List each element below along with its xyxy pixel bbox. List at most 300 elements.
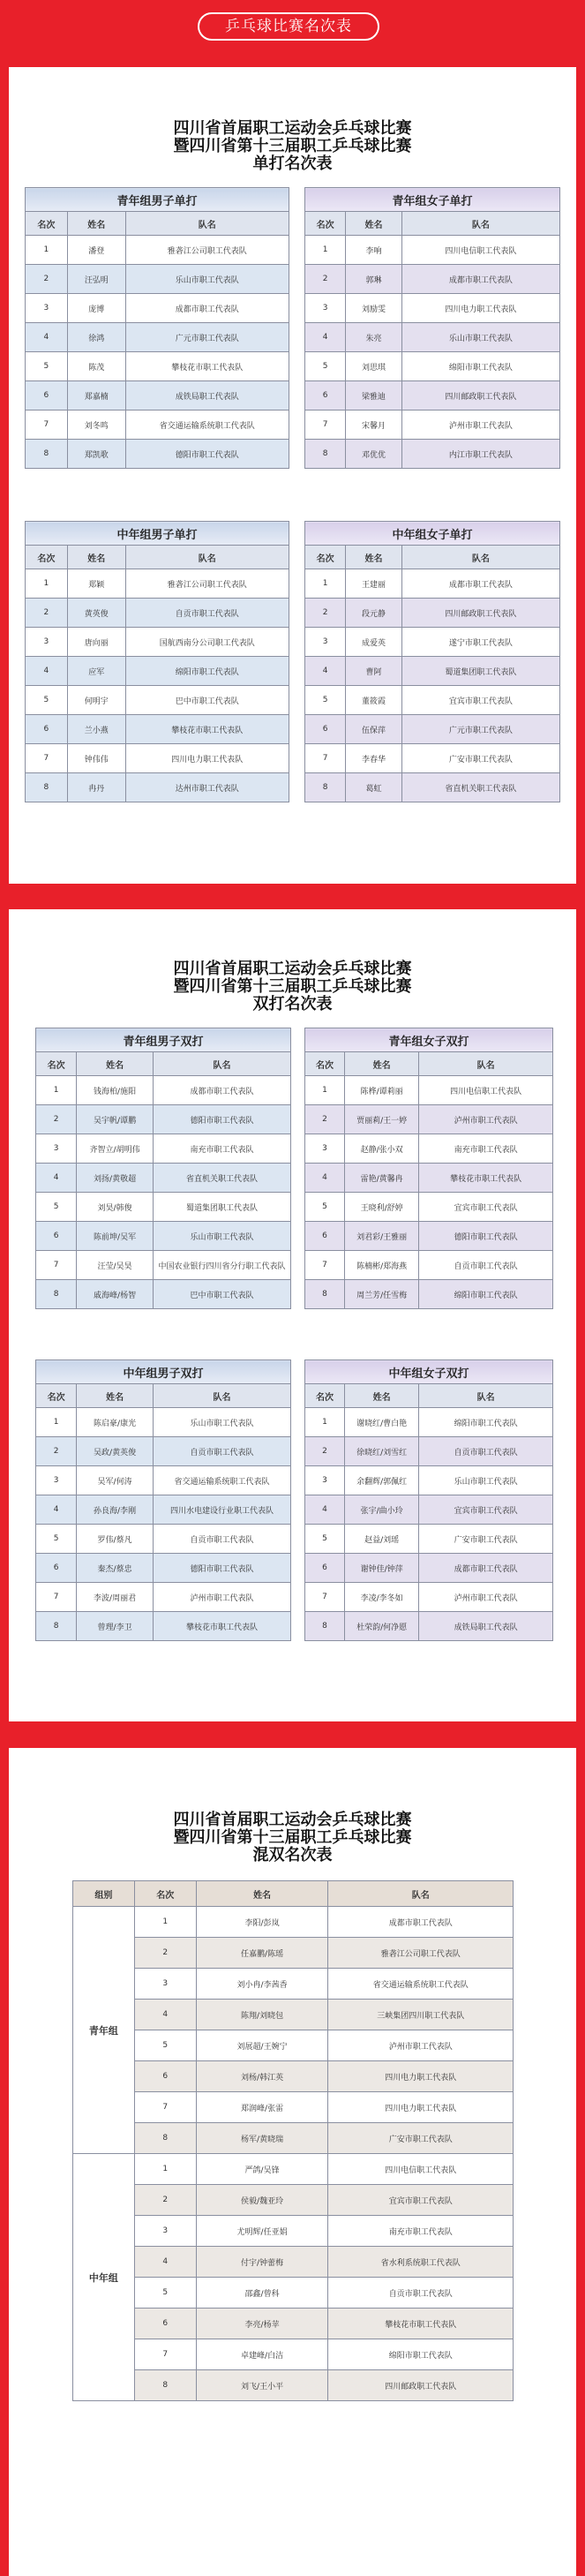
rank-cell: 4 (36, 1164, 77, 1193)
table-row (73, 2000, 514, 2030)
team-cell: 德阳市职工代表队 (419, 1222, 553, 1251)
table-row (26, 715, 289, 744)
name-cell: 陈楠彬/郑海燕 (344, 1251, 418, 1280)
name-cell: 周兰芳/任雪梅 (344, 1280, 418, 1309)
name-cell: 刘昊/韩俊 (77, 1193, 154, 1222)
rank-cell: 5 (134, 2030, 196, 2061)
name-cell: 贾丽莉/王一婷 (344, 1105, 418, 1134)
team-cell: 攀枝花市职工代表队 (125, 715, 289, 744)
col-team-header: 队名 (125, 546, 289, 569)
rank-cell: 4 (134, 2247, 196, 2278)
team-cell: 自贡市职工代表队 (328, 2278, 514, 2309)
rank-cell: 6 (36, 1554, 77, 1583)
team-cell: 乐山市职工代表队 (125, 265, 289, 294)
team-cell: 四川电力职工代表队 (125, 744, 289, 773)
table-row (26, 744, 289, 773)
table-row (305, 1437, 553, 1466)
table-row (73, 2123, 514, 2154)
name-cell: 宋馨月 (346, 411, 402, 440)
name-cell: 陈翔/刘晓包 (196, 2000, 328, 2030)
col-rank-header: 名次 (26, 546, 68, 569)
name-cell: 余翻辉/郭佩红 (344, 1466, 418, 1495)
name-cell: 刘小冉/李茜香 (196, 1969, 328, 2000)
table-title: 青年组男子双打 (36, 1028, 291, 1052)
mixed-card (0, 1748, 585, 2576)
name-cell: 刘展超/王婉宁 (196, 2030, 328, 2061)
team-cell: 成都市职工代表队 (153, 1076, 290, 1105)
rank-cell: 5 (36, 1525, 77, 1554)
table-row (73, 1938, 514, 1969)
youth-men-doubles-table (35, 1028, 291, 1309)
rank-cell: 1 (305, 1408, 345, 1437)
table-row (305, 1105, 553, 1134)
name-cell: 陈茂 (67, 352, 125, 381)
team-cell: 广安市职工代表队 (401, 744, 559, 773)
rank-cell: 3 (305, 294, 346, 323)
table-row (26, 686, 289, 715)
team-cell: 自贡市职工代表队 (153, 1437, 290, 1466)
table-row (26, 411, 289, 440)
rank-cell: 7 (305, 1583, 345, 1612)
table-row (305, 1525, 553, 1554)
col-name-header: 姓名 (344, 1384, 418, 1408)
name-cell: 兰小燕 (67, 715, 125, 744)
rank-cell: 3 (305, 628, 346, 657)
rank-cell: 4 (305, 1164, 345, 1193)
col-rank-header: 名次 (26, 212, 68, 236)
name-cell: 李春华 (346, 744, 402, 773)
name-cell: 雷艳/黄馨冉 (344, 1164, 418, 1193)
rank-cell: 1 (26, 569, 68, 599)
rank-cell: 7 (36, 1251, 77, 1280)
heading-line-1: 四川省首届职工运动会乒乓球比赛 (173, 119, 412, 138)
table-row (73, 1907, 514, 1938)
table-row (305, 1251, 553, 1280)
rank-cell: 8 (36, 1612, 77, 1641)
name-cell: 董筱霞 (346, 686, 402, 715)
table-title: 青年组女子双打 (305, 1028, 553, 1052)
col-rank-header: 名次 (305, 546, 346, 569)
team-cell: 省水利系统职工代表队 (328, 2247, 514, 2278)
table-row (36, 1408, 291, 1437)
col-team-header: 队名 (401, 212, 559, 236)
rank-cell: 2 (36, 1437, 77, 1466)
team-cell: 自贡市职工代表队 (419, 1437, 553, 1466)
team-cell: 成都市职工代表队 (401, 265, 559, 294)
rank-cell: 6 (134, 2061, 196, 2092)
rank-cell: 6 (305, 1554, 345, 1583)
rank-cell: 8 (134, 2370, 196, 2401)
table-row (305, 294, 560, 323)
team-cell: 蜀道集团职工代表队 (153, 1193, 290, 1222)
team-cell: 绵阳市职工代表队 (401, 352, 559, 381)
table-row (73, 2247, 514, 2278)
table-row (305, 744, 560, 773)
team-cell: 国航西南分公司职工代表队 (125, 628, 289, 657)
table-row (73, 2216, 514, 2247)
rank-cell: 1 (134, 2154, 196, 2185)
rank-cell: 6 (134, 2309, 196, 2339)
rank-cell: 6 (36, 1222, 77, 1251)
name-cell: 刘扬/黄敬超 (77, 1164, 154, 1193)
team-cell: 攀枝花市职工代表队 (125, 352, 289, 381)
team-cell: 达州市职工代表队 (125, 773, 289, 802)
rank-cell: 2 (134, 1938, 196, 1969)
team-cell: 宜宾市职工代表队 (401, 686, 559, 715)
table-row (36, 1222, 291, 1251)
rank-cell: 3 (36, 1134, 77, 1164)
name-cell: 罗伟/蔡凡 (77, 1525, 154, 1554)
middle-women-singles-table (304, 521, 560, 802)
team-cell: 南充市职工代表队 (419, 1134, 553, 1164)
col-team-header: 队名 (419, 1052, 553, 1076)
col-team-header: 队名 (153, 1384, 290, 1408)
rank-cell: 4 (36, 1495, 77, 1525)
name-cell: 刘思琪 (346, 352, 402, 381)
table-row (36, 1525, 291, 1554)
col-name-header: 姓名 (77, 1052, 154, 1076)
name-cell: 尤明辉/任亚娟 (196, 2216, 328, 2247)
name-cell: 谢钟佳/钟萍 (344, 1554, 418, 1583)
team-cell: 广安市职工代表队 (419, 1525, 553, 1554)
table-title: 中年组男子单打 (26, 522, 289, 546)
middle-men-doubles-table (35, 1360, 291, 1641)
rank-cell: 5 (305, 686, 346, 715)
name-cell: 汪弘明 (67, 265, 125, 294)
team-cell: 成都市职工代表队 (401, 569, 559, 599)
rank-cell: 4 (26, 323, 68, 352)
name-cell: 刘励雯 (346, 294, 402, 323)
rank-cell: 5 (26, 686, 68, 715)
rank-cell: 7 (36, 1583, 77, 1612)
name-cell: 朱亮 (346, 323, 402, 352)
name-cell: 郑凯歌 (67, 440, 125, 469)
table-row (305, 440, 560, 469)
name-cell: 潘登 (67, 236, 125, 265)
name-cell: 应军 (67, 657, 125, 686)
singles-heading (0, 120, 585, 173)
table-row (26, 236, 289, 265)
mixed-heading (0, 1811, 585, 1864)
team-cell: 南充市职工代表队 (153, 1134, 290, 1164)
rank-cell: 5 (305, 352, 346, 381)
table-row (26, 352, 289, 381)
team-cell: 省交通运输系统职工代表队 (328, 1969, 514, 2000)
name-cell: 李凌/李冬如 (344, 1583, 418, 1612)
middle-women-doubles-table (304, 1360, 553, 1641)
name-cell: 谢晓红/曹白艳 (344, 1408, 418, 1437)
rank-cell: 3 (305, 1466, 345, 1495)
table-row (305, 1222, 553, 1251)
mixed-doubles-table (72, 1880, 514, 2401)
table-row (305, 686, 560, 715)
rank-cell: 2 (305, 1437, 345, 1466)
rank-cell: 3 (26, 628, 68, 657)
team-cell: 四川邮政职工代表队 (401, 599, 559, 628)
team-cell: 广元市职工代表队 (125, 323, 289, 352)
col-rank-header: 名次 (134, 1881, 196, 1907)
name-cell: 曾理/李卫 (77, 1612, 154, 1641)
heading-line-2: 暨四川省第十三届职工乒乓球比赛 (173, 1828, 412, 1847)
doubles-card (0, 909, 585, 1721)
team-cell: 绵阳市职工代表队 (419, 1408, 553, 1437)
table-title: 青年组男子单打 (26, 188, 289, 212)
team-cell: 四川电信职工代表队 (401, 236, 559, 265)
name-cell: 王建丽 (346, 569, 402, 599)
table-row (73, 2370, 514, 2401)
heading-line-2: 暨四川省第十三届职工乒乓球比赛 (173, 137, 412, 155)
team-cell: 攀枝花市职工代表队 (328, 2309, 514, 2339)
table-row (73, 2092, 514, 2123)
team-cell: 泸州市职工代表队 (419, 1105, 553, 1134)
table-row (73, 2061, 514, 2092)
table-row (305, 1612, 553, 1641)
team-cell: 四川电力职工代表队 (328, 2092, 514, 2123)
team-cell: 广元市职工代表队 (401, 715, 559, 744)
rank-cell: 1 (36, 1408, 77, 1437)
name-cell: 吴军/何涛 (77, 1466, 154, 1495)
col-rank-header: 名次 (36, 1384, 77, 1408)
name-cell: 曹阿 (346, 657, 402, 686)
name-cell: 黄英俊 (67, 599, 125, 628)
team-cell: 巴中市职工代表队 (153, 1280, 290, 1309)
name-cell: 段元静 (346, 599, 402, 628)
table-row (26, 381, 289, 411)
table-title: 中年组男子双打 (36, 1360, 291, 1384)
name-cell: 梁雅迪 (346, 381, 402, 411)
name-cell: 刘冬鸣 (67, 411, 125, 440)
name-cell: 冉丹 (67, 773, 125, 802)
name-cell: 齐智立/胡明伟 (77, 1134, 154, 1164)
rank-cell: 8 (134, 2123, 196, 2154)
table-row (73, 1969, 514, 2000)
team-cell: 省直机关职工代表队 (153, 1164, 290, 1193)
col-rank-header: 名次 (305, 1052, 345, 1076)
rank-cell: 7 (26, 411, 68, 440)
table-row (305, 1193, 553, 1222)
team-cell: 绵阳市职工代表队 (419, 1280, 553, 1309)
name-cell: 成爱英 (346, 628, 402, 657)
team-cell: 广安市职工代表队 (328, 2123, 514, 2154)
table-row (305, 411, 560, 440)
rank-cell: 7 (134, 2092, 196, 2123)
youth-women-singles-table (304, 187, 560, 469)
team-cell: 成铁局职工代表队 (419, 1612, 553, 1641)
team-cell: 省交通运输系统职工代表队 (153, 1466, 290, 1495)
team-cell: 蜀道集团职工代表队 (401, 657, 559, 686)
name-cell: 钱海柏/施阳 (77, 1076, 154, 1105)
rank-cell: 7 (26, 744, 68, 773)
top-banner (0, 0, 585, 55)
table-row (26, 294, 289, 323)
col-name-header: 姓名 (196, 1881, 328, 1907)
heading-line-3: 混双名次表 (252, 1846, 333, 1864)
table-row (26, 773, 289, 802)
rank-cell: 1 (26, 236, 68, 265)
table-row (305, 599, 560, 628)
team-cell: 雅砻江公司职工代表队 (125, 236, 289, 265)
table-row (26, 569, 289, 599)
table-row (26, 628, 289, 657)
rank-cell: 6 (26, 381, 68, 411)
team-cell: 泸州市职工代表队 (419, 1583, 553, 1612)
team-cell: 德阳市职工代表队 (153, 1105, 290, 1134)
table-title: 中年组女子双打 (305, 1360, 553, 1384)
col-team-header: 队名 (401, 546, 559, 569)
name-cell: 杨军/黄晓瑞 (196, 2123, 328, 2154)
table-row (36, 1466, 291, 1495)
rank-cell: 8 (26, 773, 68, 802)
team-cell: 三峡集团四川职工代表队 (328, 2000, 514, 2030)
name-cell: 郑嘉楠 (67, 381, 125, 411)
rank-cell: 7 (305, 744, 346, 773)
rank-cell: 8 (305, 1280, 345, 1309)
name-cell: 吴宇帆/谭鹏 (77, 1105, 154, 1134)
team-cell: 巴中市职工代表队 (125, 686, 289, 715)
name-cell: 陈前坤/吴军 (77, 1222, 154, 1251)
team-cell: 四川电力职工代表队 (401, 294, 559, 323)
team-cell: 省直机关职工代表队 (401, 773, 559, 802)
rank-cell: 3 (36, 1466, 77, 1495)
rank-cell: 5 (26, 352, 68, 381)
table-row (305, 628, 560, 657)
name-cell: 邓优优 (346, 440, 402, 469)
rank-cell: 2 (36, 1105, 77, 1134)
table-row (36, 1437, 291, 1466)
team-cell: 四川邮政职工代表队 (401, 381, 559, 411)
heading-line-3: 单打名次表 (252, 154, 333, 173)
name-cell: 李亮/杨苹 (196, 2309, 328, 2339)
youth-women-doubles-table (304, 1028, 553, 1309)
team-cell: 省交通运输系统职工代表队 (125, 411, 289, 440)
col-team-header: 队名 (125, 212, 289, 236)
rank-cell: 6 (26, 715, 68, 744)
name-cell: 孙良海/李刚 (77, 1495, 154, 1525)
rank-cell: 2 (134, 2185, 196, 2216)
rank-cell: 3 (26, 294, 68, 323)
name-cell: 戚海峰/杨智 (77, 1280, 154, 1309)
name-cell: 徐晓红/刘雪红 (344, 1437, 418, 1466)
name-cell: 侯毅/魏亚玲 (196, 2185, 328, 2216)
table-row (26, 265, 289, 294)
name-cell: 徐鸿 (67, 323, 125, 352)
team-cell: 泸州市职工代表队 (401, 411, 559, 440)
table-row (36, 1495, 291, 1525)
table-row (305, 773, 560, 802)
name-cell: 王晓利/舒婷 (344, 1193, 418, 1222)
rank-cell: 6 (305, 1222, 345, 1251)
table-row (36, 1105, 291, 1134)
col-rank-header: 名次 (305, 212, 346, 236)
col-name-header: 姓名 (346, 546, 402, 569)
name-cell: 李波/周丽君 (77, 1583, 154, 1612)
name-cell: 伍保萍 (346, 715, 402, 744)
col-name-header: 姓名 (67, 212, 125, 236)
middle-group-cell: 中年组 (73, 2154, 135, 2401)
team-cell: 中国农业银行四川省分行职工代表队 (153, 1251, 290, 1280)
team-cell: 四川电信职工代表队 (419, 1076, 553, 1105)
team-cell: 宜宾市职工代表队 (419, 1495, 553, 1525)
youth-group-cell: 青年组 (73, 1907, 135, 2154)
table-row (26, 440, 289, 469)
team-cell: 德阳市职工代表队 (153, 1554, 290, 1583)
name-cell: 张宇/曲小玲 (344, 1495, 418, 1525)
table-title: 中年组女子单打 (305, 522, 560, 546)
name-cell: 钟伟伟 (67, 744, 125, 773)
col-group-header: 组别 (73, 1881, 135, 1907)
name-cell: 严鸽/吴锋 (196, 2154, 328, 2185)
rank-cell: 4 (26, 657, 68, 686)
team-cell: 攀枝花市职工代表队 (419, 1164, 553, 1193)
team-cell: 自贡市职工代表队 (419, 1251, 553, 1280)
col-name-header: 姓名 (77, 1384, 154, 1408)
rank-cell: 2 (26, 599, 68, 628)
table-row (36, 1554, 291, 1583)
name-cell: 刘杨/韩江英 (196, 2061, 328, 2092)
rank-cell: 8 (305, 440, 346, 469)
rank-cell: 1 (305, 569, 346, 599)
rank-cell: 8 (36, 1280, 77, 1309)
name-cell: 陈启豪/康光 (77, 1408, 154, 1437)
singles-card (0, 67, 585, 884)
team-cell: 乐山市职工代表队 (401, 323, 559, 352)
col-team-header: 队名 (328, 1881, 514, 1907)
name-cell: 刘飞/王小平 (196, 2370, 328, 2401)
col-team-header: 队名 (419, 1384, 553, 1408)
rank-cell: 3 (134, 2216, 196, 2247)
rank-cell: 6 (305, 381, 346, 411)
heading-line-1: 四川省首届职工运动会乒乓球比赛 (173, 1811, 412, 1829)
rank-cell: 4 (305, 323, 346, 352)
team-cell: 乐山市职工代表队 (153, 1408, 290, 1437)
team-cell: 南充市职工代表队 (328, 2216, 514, 2247)
table-row (305, 352, 560, 381)
table-row (36, 1280, 291, 1309)
name-cell: 何明宇 (67, 686, 125, 715)
team-cell: 遂宁市职工代表队 (401, 628, 559, 657)
rank-cell: 1 (134, 1907, 196, 1938)
table-row (26, 599, 289, 628)
table-row (73, 2339, 514, 2370)
heading-line-3: 双打名次表 (252, 995, 333, 1013)
team-cell: 成都市职工代表队 (328, 1907, 514, 1938)
team-cell: 德阳市职工代表队 (125, 440, 289, 469)
table-row (305, 1076, 553, 1105)
name-cell: 任嘉鹏/陈瑶 (196, 1938, 328, 1969)
name-cell: 赵益/刘瑶 (344, 1525, 418, 1554)
team-cell: 成都市职工代表队 (419, 1554, 553, 1583)
table-row (36, 1251, 291, 1280)
team-cell: 自贡市职工代表队 (153, 1525, 290, 1554)
name-cell: 李响 (346, 236, 402, 265)
team-cell: 四川电力职工代表队 (328, 2061, 514, 2092)
table-row (26, 657, 289, 686)
table-row (36, 1164, 291, 1193)
name-cell: 葛虹 (346, 773, 402, 802)
table-row (305, 236, 560, 265)
name-cell: 汪莹/吴昊 (77, 1251, 154, 1280)
rank-cell: 8 (305, 773, 346, 802)
rank-cell: 6 (305, 715, 346, 744)
col-name-header: 姓名 (67, 546, 125, 569)
name-cell: 庞博 (67, 294, 125, 323)
rank-cell: 5 (36, 1193, 77, 1222)
table-row (73, 2185, 514, 2216)
table-row (26, 323, 289, 352)
middle-men-singles-table (25, 521, 289, 802)
table-row (305, 1495, 553, 1525)
name-cell: 邵鑫/曾科 (196, 2278, 328, 2309)
